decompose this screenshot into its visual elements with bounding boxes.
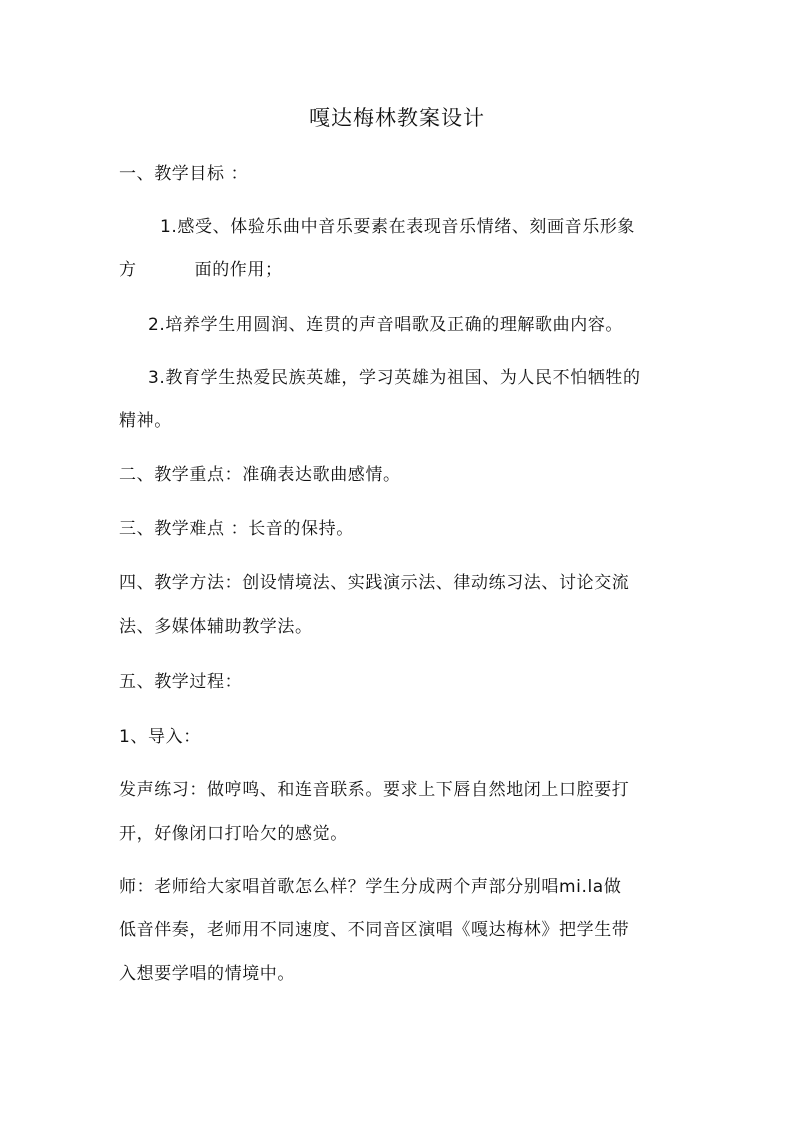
- objective-2: 2.培养学生用圆润、连贯的声音唱歌及正确的理解歌曲内容。: [148, 315, 624, 335]
- objective-3-line-1: 3.教育学生热爱民族英雄，学习英雄为祖国、为人民不怕牺牲的: [148, 368, 641, 388]
- objectives-heading: 一、教学目标 ：: [119, 164, 249, 184]
- vocal-practice-line-1: 发声练习：做哼鸣、和连音联系。要求上下唇自然地闭上口腔要打: [119, 780, 630, 800]
- objective-1-line-1: 1.感受、体验乐曲中音乐要素在表现音乐情绪、刻画音乐形象: [160, 217, 636, 237]
- key-points: 二、教学重点：准确表达歌曲感情。: [119, 465, 401, 485]
- objective-1-line-2: [119, 258, 679, 282]
- teacher-line-3: 入想要学唱的情境中。: [119, 964, 295, 984]
- objective-3-line-2: 精神。: [119, 411, 172, 431]
- page-title: 嘎达梅林教案设计: [309, 106, 485, 130]
- objective-1-line-2-part-1: 方: [119, 260, 137, 280]
- teacher-line-1: 师：老师给大家唱首歌怎么样？学生分成两个声部分别唱mi.la做: [119, 877, 622, 897]
- objective-1-line-2-part-2: 面的作用；: [194, 260, 283, 280]
- methods-line-1: 四、教学方法：创设情境法、实践演示法、律动练习法、讨论交流: [119, 573, 630, 593]
- difficulties: 三、教学难点 ：长音的保持。: [119, 519, 354, 539]
- intro-heading: 1、导入：: [119, 727, 201, 747]
- process-heading: 五、教学过程：: [119, 672, 243, 692]
- teacher-line-2: 低音伴奏，老师用不同速度、不同音区演唱《嘎达梅林》把学生带: [119, 920, 630, 940]
- methods-line-2: 法、多媒体辅助教学法。: [119, 617, 313, 637]
- vocal-practice-line-2: 开，好像闭口打哈欠的感觉。: [119, 824, 348, 844]
